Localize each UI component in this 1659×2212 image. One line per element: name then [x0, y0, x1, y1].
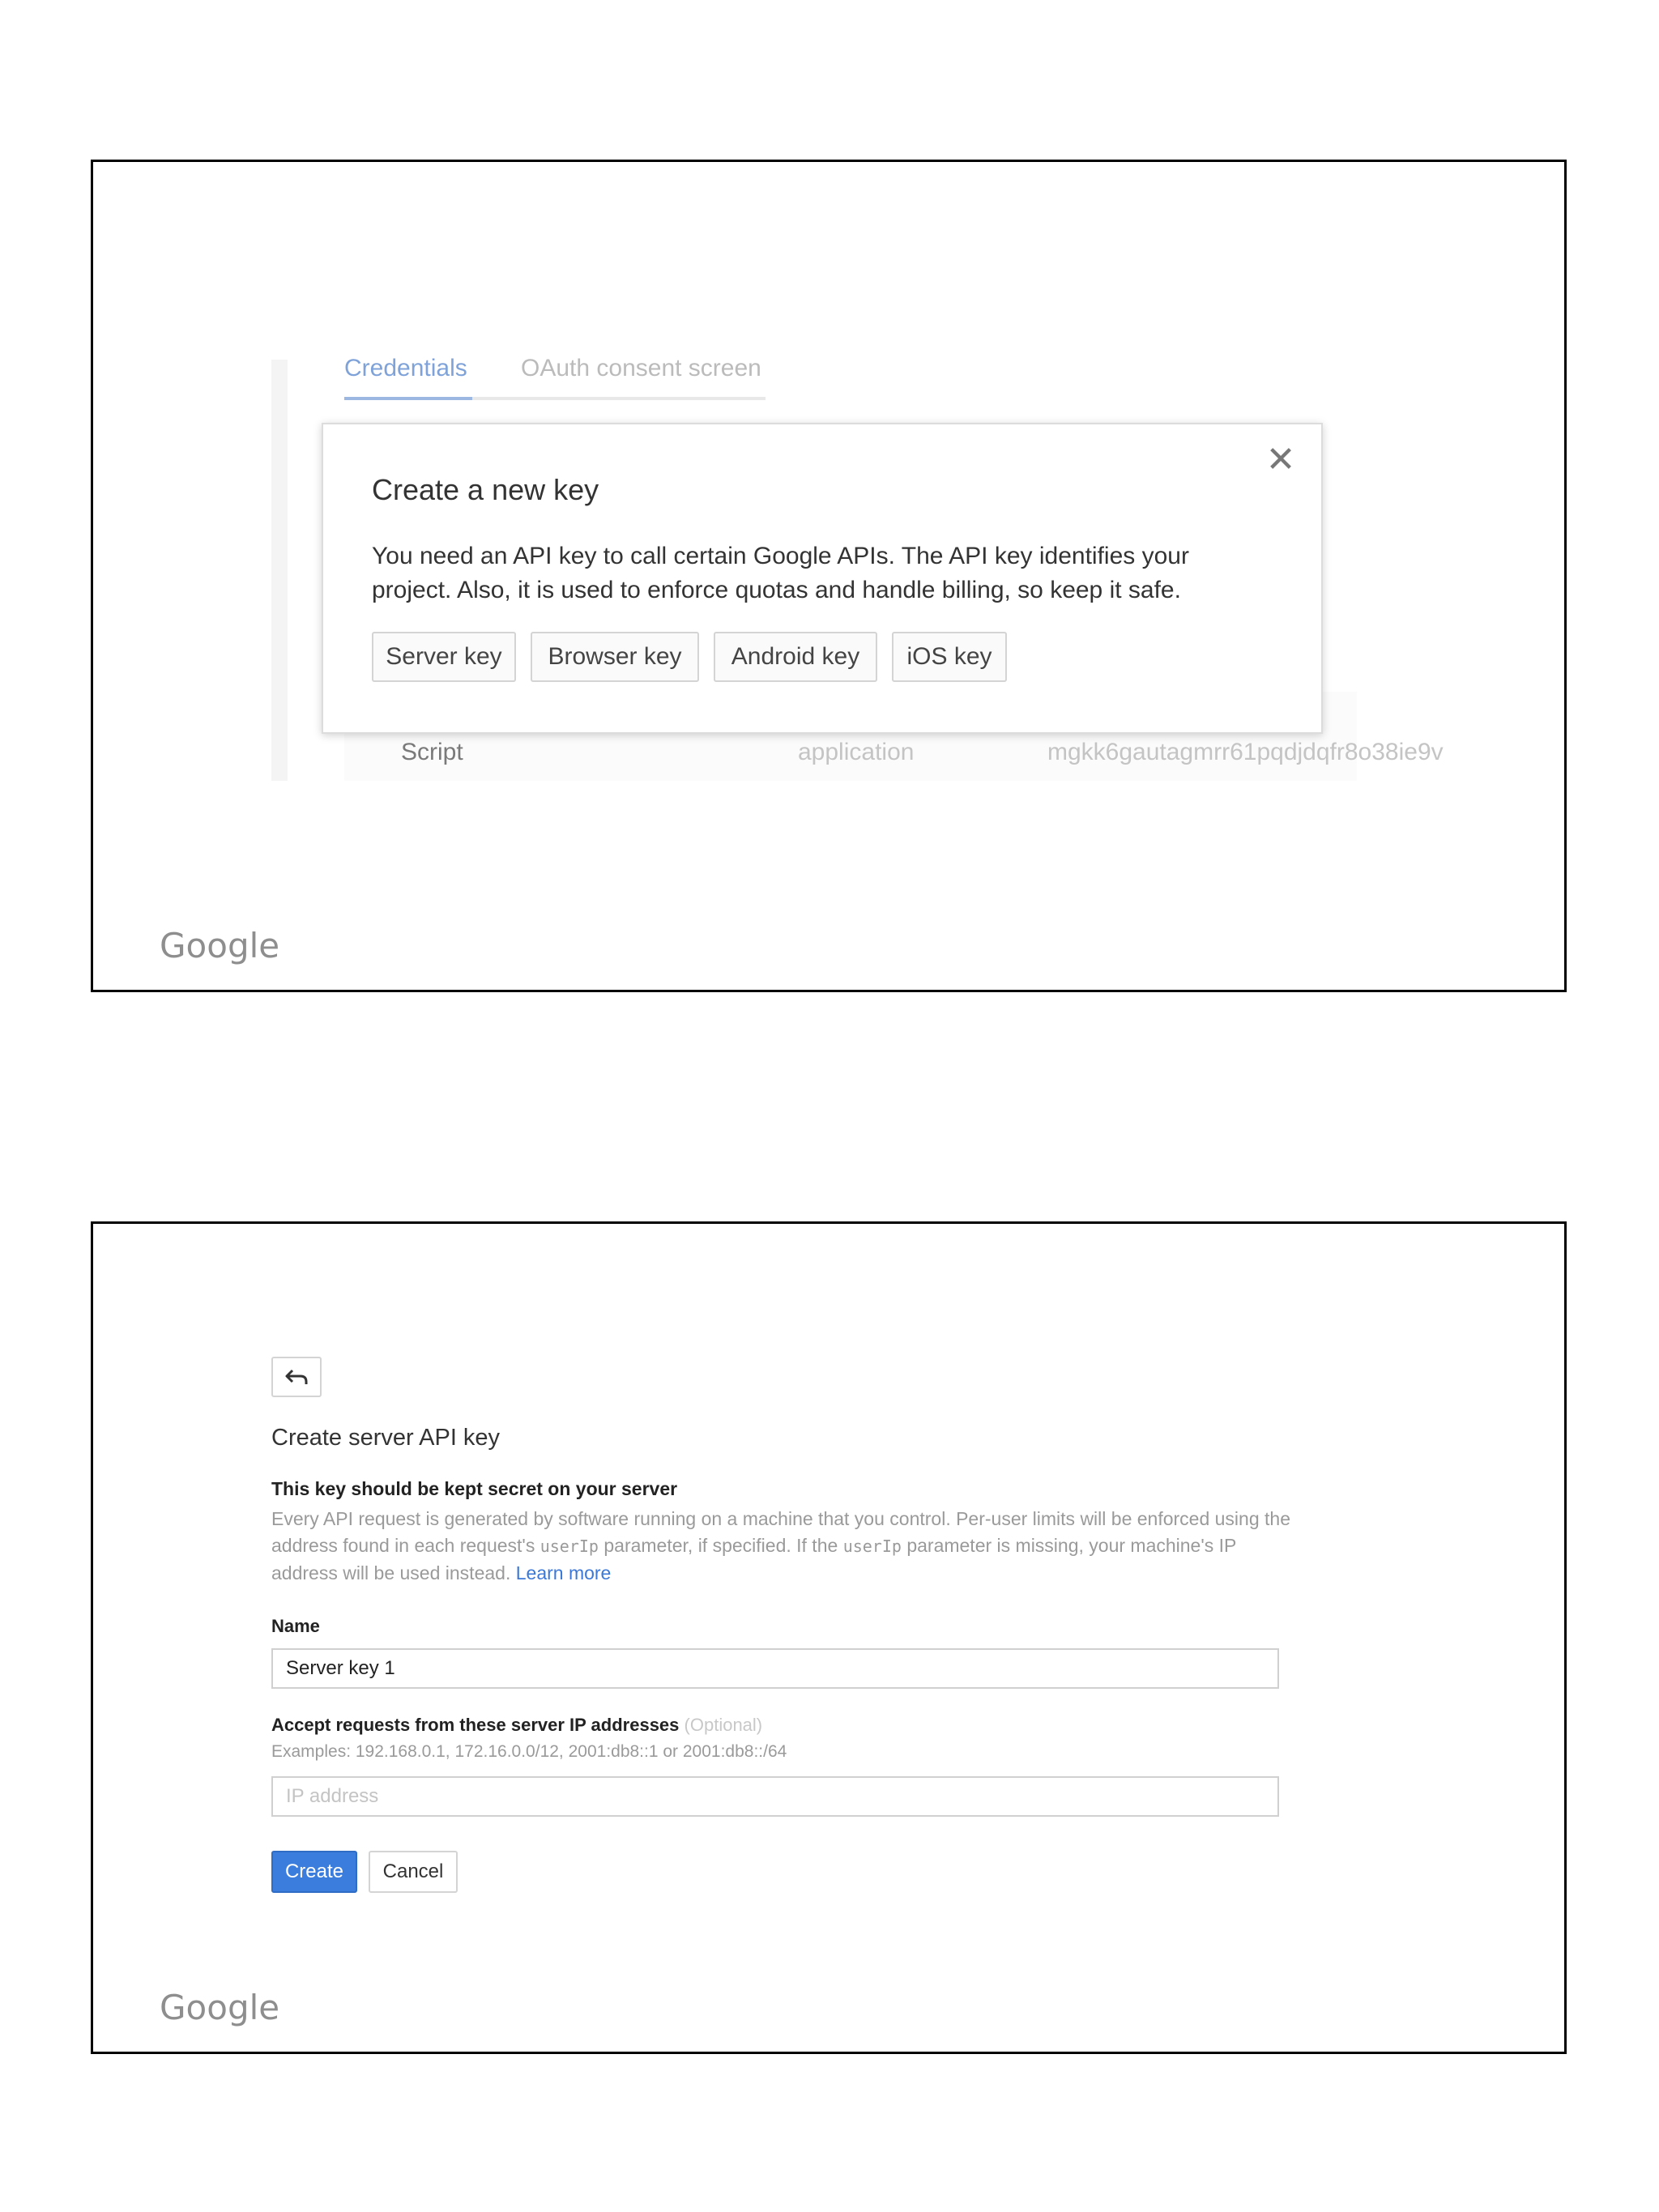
- ip-address-input[interactable]: [271, 1776, 1279, 1817]
- dialog-title: Create a new key: [372, 473, 599, 506]
- tab-credentials[interactable]: Credentials: [344, 355, 467, 381]
- name-input[interactable]: [271, 1648, 1279, 1689]
- background-sidebar-edge: [271, 360, 288, 781]
- userip-code: userIp: [842, 1536, 902, 1556]
- page-title: Create server API key: [271, 1425, 501, 1451]
- tab-underline: [344, 397, 766, 400]
- section-heading: This key should be kept secret on your server: [271, 1478, 678, 1499]
- ip-label-text: Accept requests from these server IP addresses: [271, 1715, 680, 1735]
- desc-text-3: parameter is missing, your machine's IP address will be used instead.: [271, 1535, 1236, 1583]
- back-button[interactable]: [271, 1357, 322, 1397]
- slide-create-new-key: [91, 160, 1567, 992]
- google-logo: Google: [160, 926, 280, 965]
- google-logo: Google: [160, 1988, 280, 2027]
- name-label: Name: [271, 1616, 320, 1636]
- row-type: application: [798, 739, 915, 765]
- userip-code: userIp: [539, 1536, 599, 1556]
- desc-text-2: parameter, if specified. If the: [598, 1535, 843, 1556]
- back-arrow-icon: [284, 1368, 309, 1386]
- browser-key-button[interactable]: Browser key: [531, 632, 699, 682]
- tab-oauth-consent-screen[interactable]: OAuth consent screen: [521, 355, 761, 381]
- cancel-button[interactable]: Cancel: [369, 1851, 458, 1893]
- ios-key-button[interactable]: iOS key: [892, 632, 1007, 682]
- server-key-button[interactable]: Server key: [372, 632, 516, 682]
- row-key: mgkk6gautagmrr61pqdjdqfr8o38ie9v: [1047, 739, 1444, 765]
- row-name: Script: [401, 739, 463, 765]
- android-key-button[interactable]: Android key: [714, 632, 877, 682]
- create-button[interactable]: Create: [271, 1851, 357, 1893]
- ip-label: [271, 1715, 762, 1736]
- desc-text-1: Every API request is generated by software running on a machine that you control. Per-user limits will be enforced using the address found in each request's: [271, 1508, 1290, 1556]
- slide-create-server-api-key: [91, 1221, 1567, 2054]
- dialog-description: You need an API key to call certain Google APIs. The API key identifies your project. Also, it is used to enforce quotas and handle billing, so keep it safe.: [372, 543, 1189, 603]
- create-key-dialog: [322, 423, 1323, 734]
- background-tabs: [344, 355, 766, 399]
- section-description: [271, 1506, 1292, 1587]
- ip-examples: Examples: 192.168.0.1, 172.16.0.0/12, 2001:db8::1 or 2001:db8::/64: [271, 1742, 787, 1761]
- close-icon[interactable]: ✕: [1265, 440, 1296, 479]
- learn-more-link[interactable]: Learn more: [515, 1562, 612, 1583]
- optional-tag: (Optional): [684, 1715, 763, 1735]
